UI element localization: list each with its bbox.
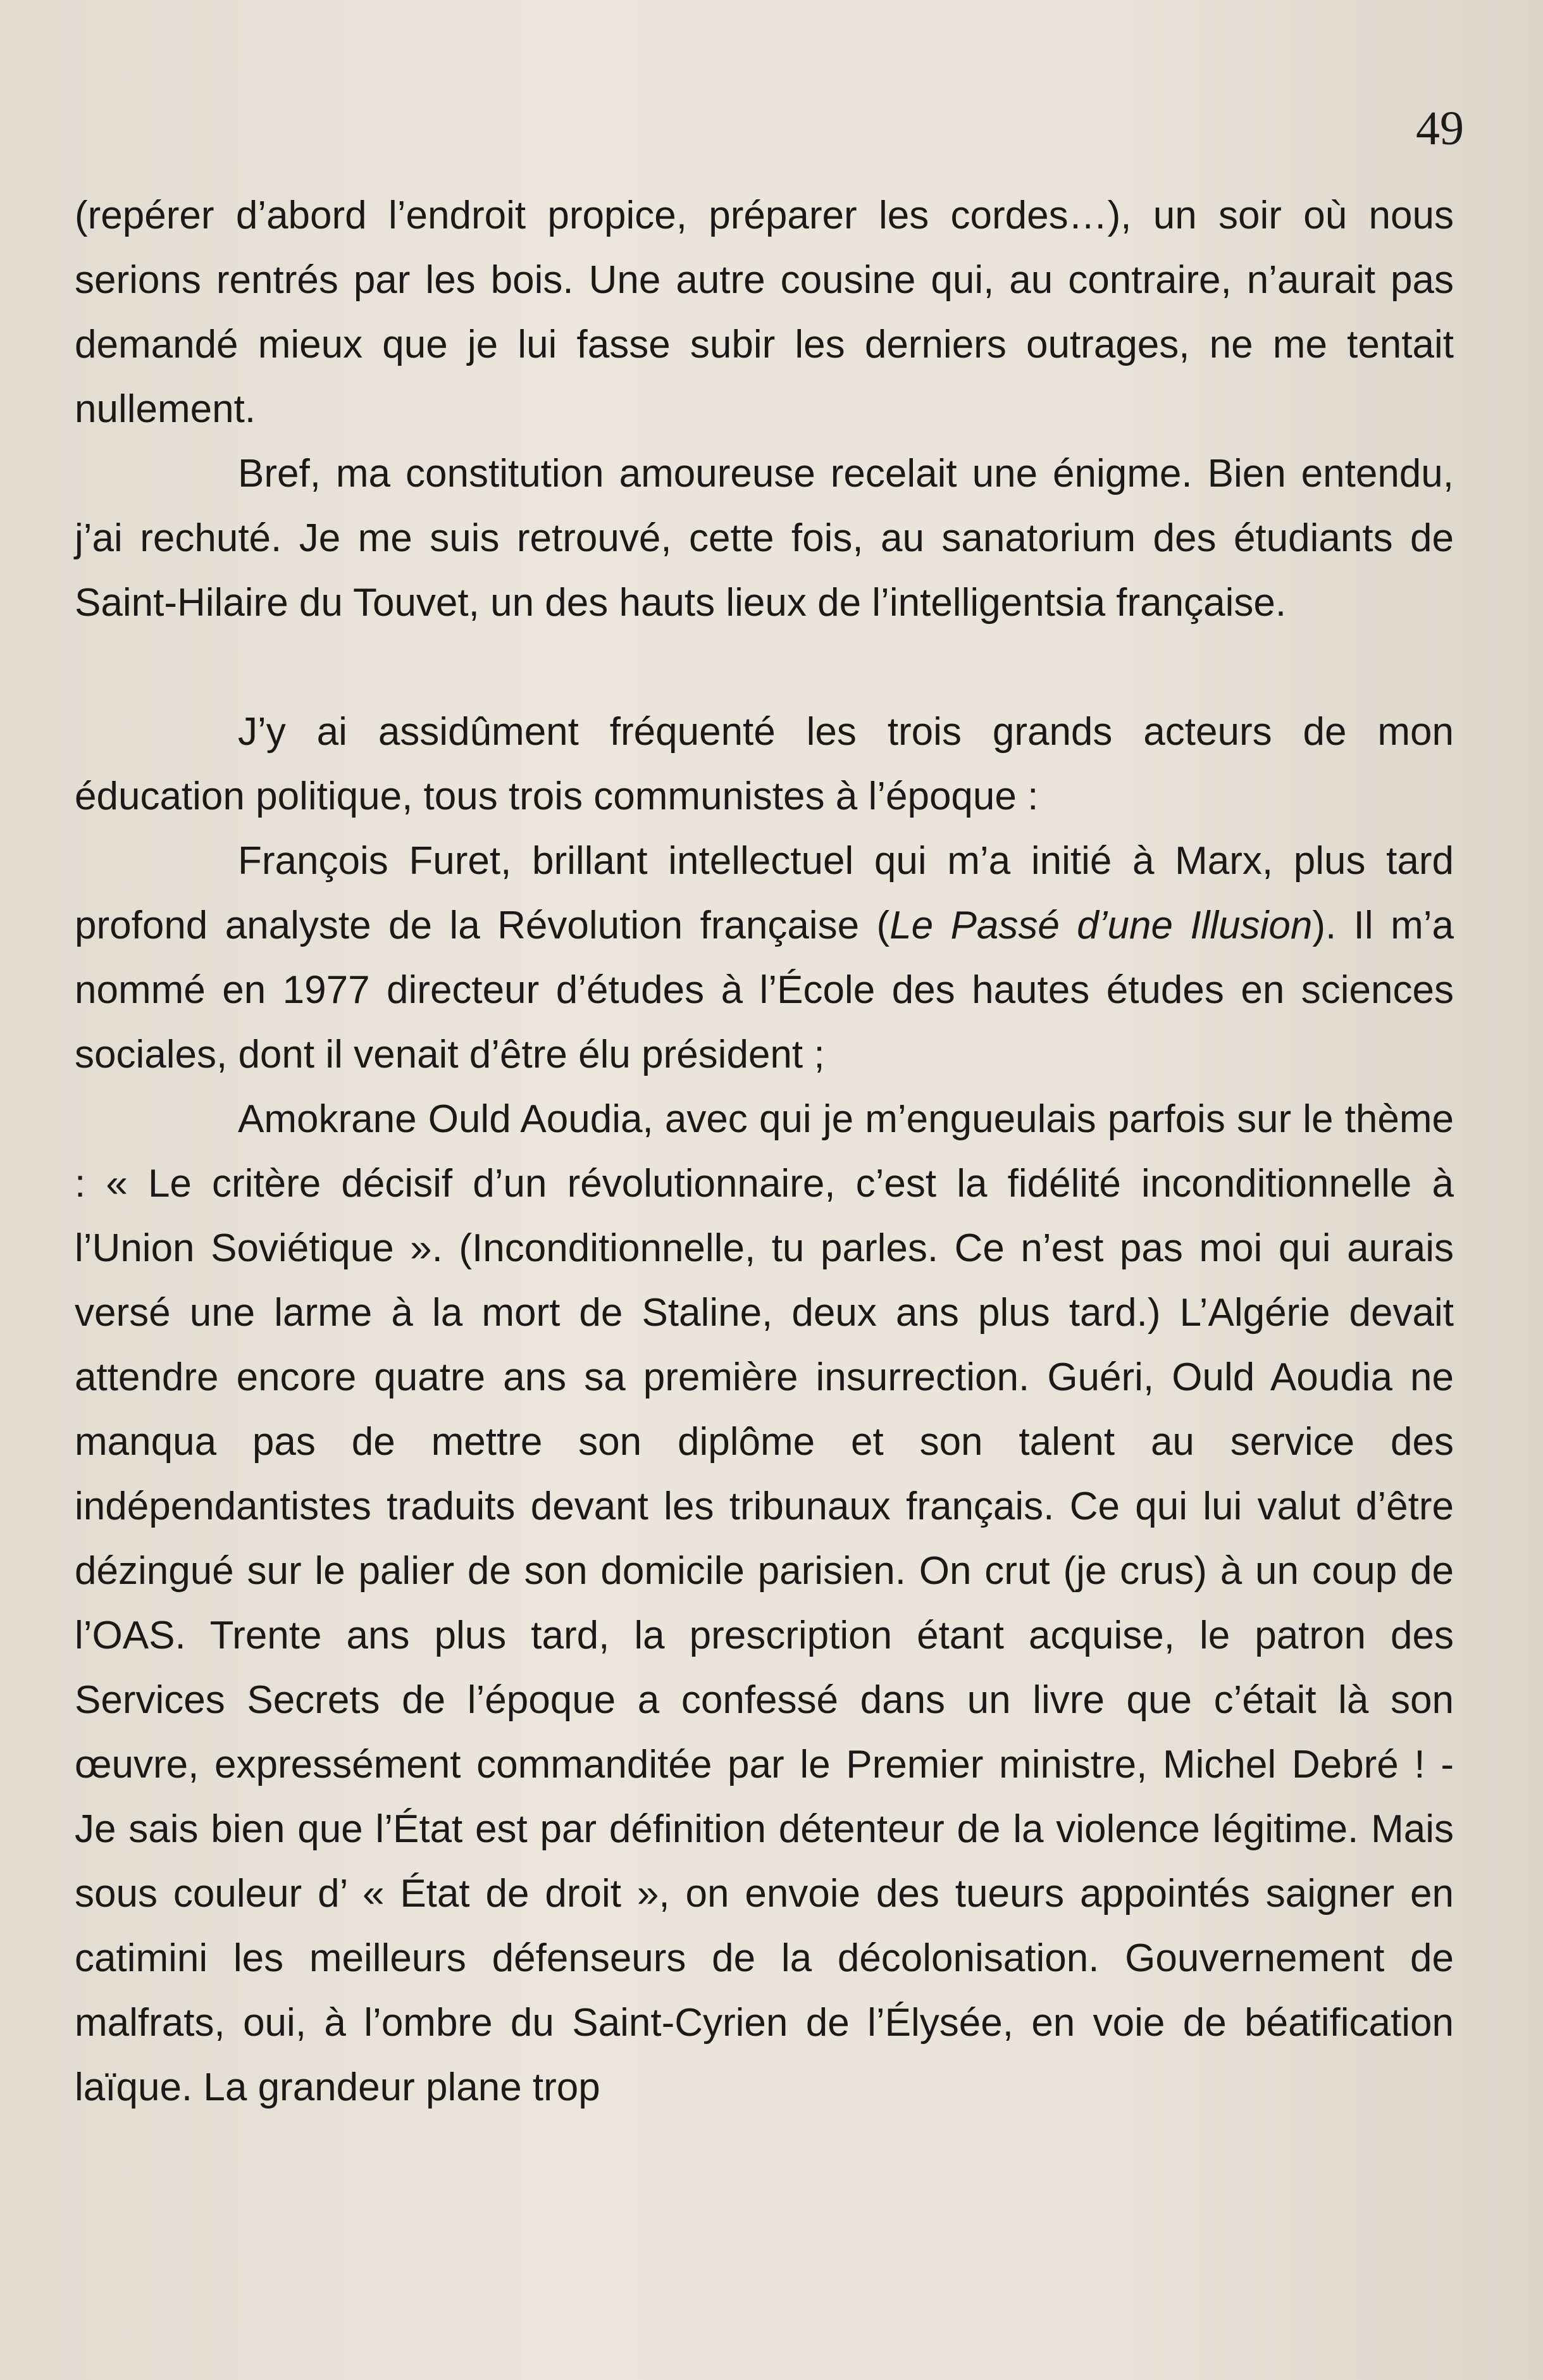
- paragraph-4-text-before: François Furet, brillant intellectuel qui m’a initié à Marx, plus tard profond analyste de la Révolution française (: [75, 839, 1454, 947]
- paragraph-4: [75, 829, 1454, 1087]
- page-number: 49: [1416, 102, 1464, 155]
- paragraph-3: J’y ai assidûment fréquenté les trois grands acteurs de mon éducation politique, tous trois communistes à l’époque :: [75, 710, 1454, 818]
- book-title-italic: Le Passé d’une Illusion: [889, 904, 1313, 947]
- paragraph-2: Bref, ma constitution amoureuse recelait une énigme. Bien entendu, j’ai rechuté. Je me suis retrouvé, cette fois, au sanatorium des étudiants de Saint-Hilaire du Touvet, un des hauts lieux de l’intelligentsia française.: [75, 452, 1454, 625]
- paragraph-5: Amokrane Ould Aoudia, avec qui je m’engueulais parfois sur le thème : « Le critère décisif d’un révolutionnaire, c’est la fidélité inconditionnelle à l’Union Soviétique ». (Inconditionnelle, tu parles. Ce n’est pas moi qui aurais versé une larme à la mort de Staline, deux ans plus tard.) L’Algérie devait attendre encore quatre ans sa première insurrection. Guéri, Ould Aoudia ne manqua pas de mettre son diplôme et son talent au service des indépendantistes traduits devant les tribunaux français. Ce qui lui valut d’être dézingué sur le palier de son domicile parisien. On crut (je crus) à un coup de l’OAS. Trente ans plus tard, la prescription étant acquise, le patron des Services Secrets de l’époque a confessé dans un livre que c’était là son œuvre, expressément commanditée par le Premier ministre, Michel Debré ! - Je sais bien que l’État est par définition détenteur de la violence légitime. Mais sous couleur d’ « État de droit », on envoie des tueurs appointés saigner en catimini les meilleurs défenseurs de la décolonisation. Gouvernement de malfrats, oui, à l’ombre du Saint-Cyrien de l’Élysée, en voie de béatification laïque. La grandeur plane trop: [75, 1097, 1454, 2109]
- paragraph-1: (repérer d’abord l’endroit propice, préparer les cordes…), un soir où nous serions rentrés par les bois. Une autre cousine qui, au contraire, n’aurait pas demandé mieux que je lui fasse subir les derniers outrages, ne me tentait nullement.: [75, 194, 1454, 431]
- body-text: [75, 184, 1454, 2120]
- paragraph-4-text-after: ). Il m’a nommé en 1977 directeur d’études à l’École des hautes études en sciences sociales, dont il venait d’être élu président ;: [75, 904, 1454, 1076]
